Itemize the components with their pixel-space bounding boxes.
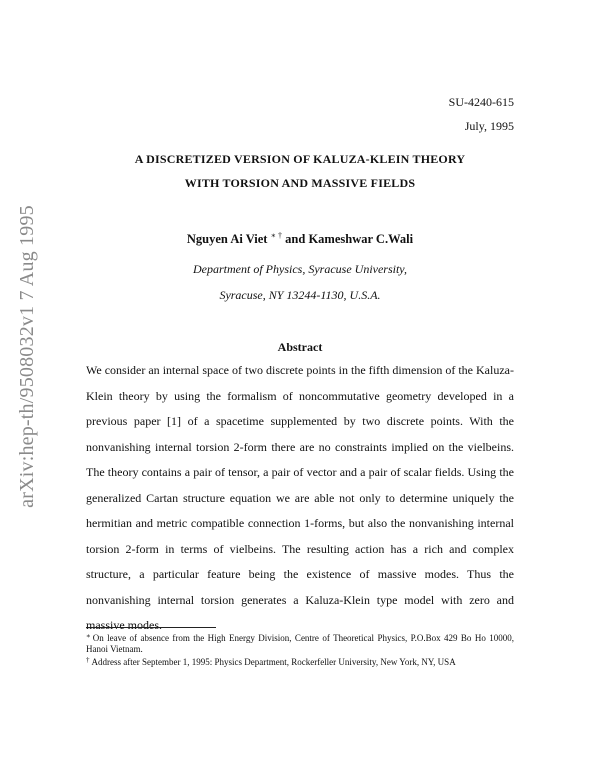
author-conjunction: and [285, 232, 306, 246]
footnote-divider [86, 627, 216, 628]
paper-title-line-2: WITH TORSION AND MASSIVE FIELDS [184, 176, 416, 190]
affiliation-line-2: Syracuse, NY 13244-1130, U.S.A. [219, 288, 381, 302]
report-date: July, 1995 [464, 119, 514, 133]
author-name-1: Nguyen Ai Viet [186, 232, 268, 246]
arxiv-identifier-stamp [10, 206, 44, 506]
paper-title-line-1: A DISCRETIZED VERSION OF KALUZA-KLEIN THEORY [134, 152, 466, 166]
footnote-2-mark: † [86, 656, 90, 664]
arxiv-identifier-text: arXiv:hep-th/9508032v1 7 Aug 1995 [15, 204, 38, 508]
abstract-body: We consider an internal space of two discrete points in the fifth dimension of the Kaluza-Klein theory by using the formalism of noncommutative geometry developed in a previous paper [1] of a spacetime supplemented by two discrete points. With the nonvanishing internal torsion 2-form there are no constraints implied on the vielbeins. The theory contains a pair of tensor, a pair of vector and a pair of scalar fields. Using the generalized Cartan structure equation we are able not only to determine uniquely the hermitian and metric compatible connection 1-forms, but also the nonvanishing internal torsion 2-form in terms of vielbeins. The resulting action has a rich and complex structure, a particular feature being the existence of massive modes. Thus the nonvanishing internal torsion generates a Kaluza-Klein type model with zero and massive modes. [86, 363, 514, 632]
author-footnote-marks: ∗ † [270, 231, 283, 240]
footnote-1-mark: ∗ [86, 632, 91, 640]
footnote-2 [86, 655, 514, 668]
footnote-1 [86, 631, 514, 655]
abstract-heading: Abstract [277, 340, 323, 354]
author-name-2: Kameshwar C.Wali [308, 232, 414, 246]
affiliation-line-1: Department of Physics, Syracuse University, [193, 262, 407, 276]
footnote-2-text: Address after September 1, 1995: Physics Department, Rockerfeller University, New York, NY, USA [91, 657, 456, 667]
footnote-1-text: On leave of absence from the High Energy Division, Centre of Theoretical Physics, P.O.Box 429 Bo Ho 10000, Hanoi Vietnam. [86, 633, 514, 654]
report-number: SU-4240-615 [448, 95, 514, 109]
author-line [86, 231, 514, 247]
